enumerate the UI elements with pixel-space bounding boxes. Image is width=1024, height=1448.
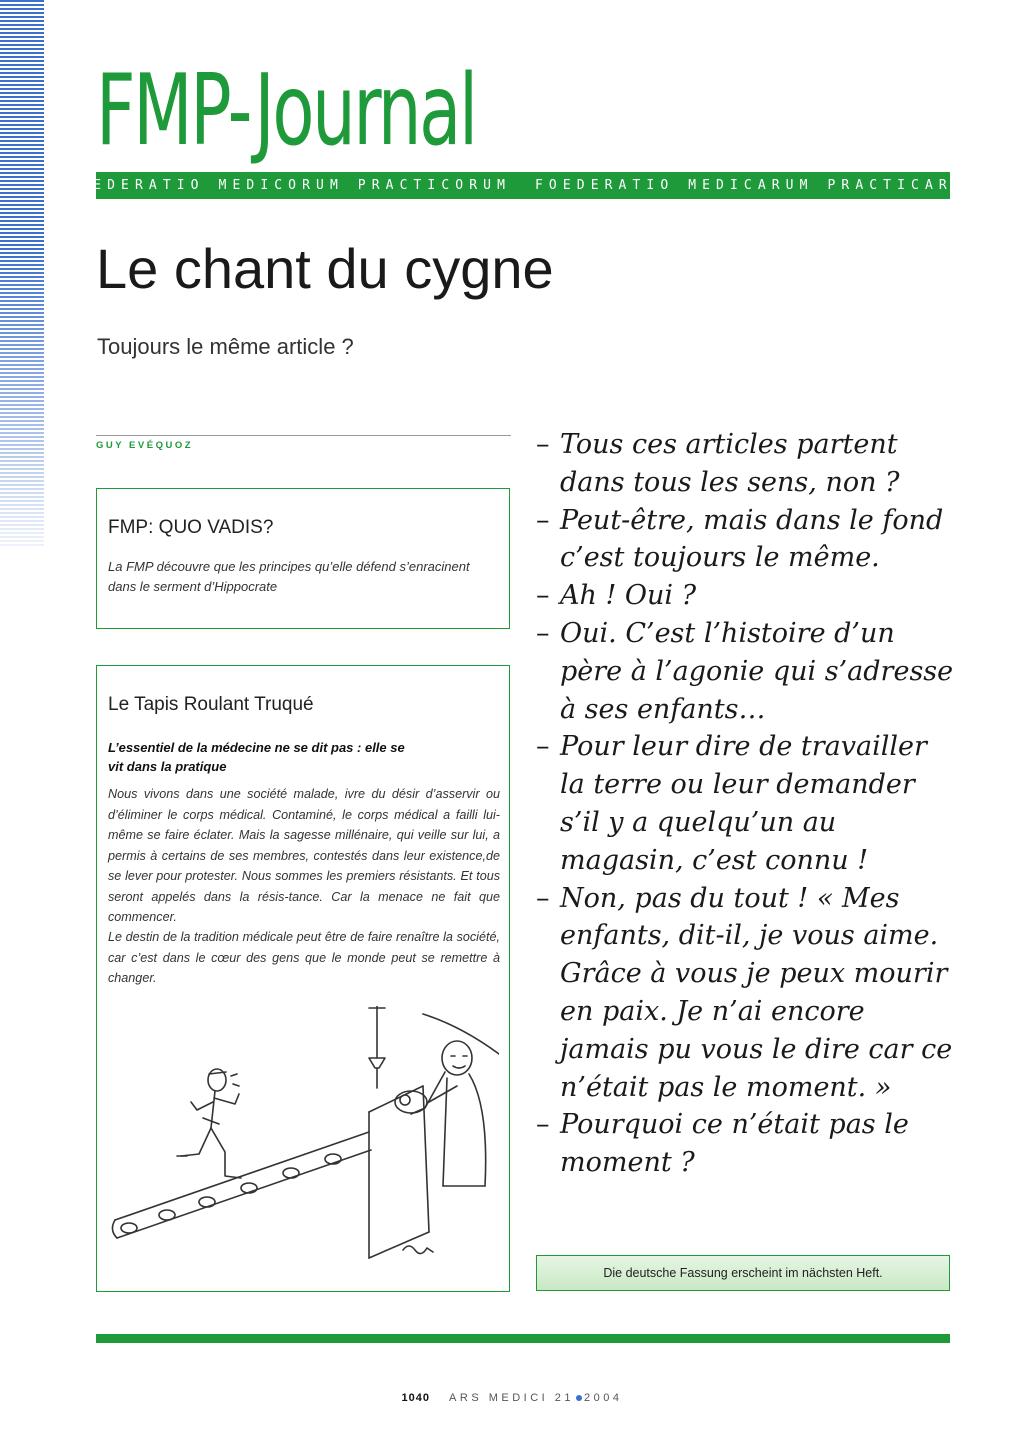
page-number: 1040 [401,1392,430,1404]
box-title: FMP: QUO VADIS? [108,517,274,538]
dialogue-line: – Ah ! Oui ? [536,577,956,615]
treadmill-sketch-icon [107,1006,499,1276]
publication-year: 2004 [584,1392,623,1404]
dialogue-line: – Pourquoi ce n’était pas le moment ? [536,1106,956,1182]
journal-banner [65,172,981,199]
dialogue-line: – Pour leur dire de travailler la terre ou leur demander s’il y a quelqu’un au magasin, c’est connu ! [536,728,956,879]
sidebar-box-quo-vadis [96,488,510,629]
banner-right-text: FOEDERATIO MEDICARUM PRACTICARUM [535,178,981,193]
dialogue-line: – Oui. C’est l’histoire d’un père à l’agonie qui s’adresse à ses enfants… [536,615,956,728]
dialogue-line: – Tous ces articles partent dans tous les sens, non ? [536,426,956,502]
box-title: Le Tapis Roulant Truqué [108,694,314,715]
box-paragraph: Le destin de la tradition médicale peut être de faire renaître la société, car c’est dans le cœur des gens que le monde peut se remettre à changer. [108,930,500,985]
journal-masthead: FMP-Journal [96,54,476,168]
dialogue-column [536,426,956,1182]
dialogue-line: – Non, pas du tout ! « Mes enfants, dit-il, je vous aime. Grâce à vous je peux mourir en paix. Je n’ai encore jamais pu vous le dire car ce n’était pas le moment. » [536,880,956,1107]
box-lead: L’essentiel de la médecine ne se dit pas : elle se vit dans la pratique [108,740,405,774]
translation-note: Die deutsche Fassung erscheint im nächsten Heft. [536,1255,950,1291]
article-title: Le chant du cygne [96,237,554,300]
footer-rule [96,1334,950,1343]
box-text: La FMP découvre que les principes qu’elle défend s’enracinent dans le serment d’Hippocrate [108,559,470,594]
publication-name: ARS MEDICI 21 [449,1392,575,1404]
banner-left-text: FOEDERATIO MEDICORUM PRACTICORUM [65,178,511,193]
author-divider [96,435,511,436]
footer-dot-icon [576,1395,582,1401]
dialogue-line: – Peut-être, mais dans le fond c’est toujours le même. [536,502,956,578]
sidebar-box-tapis-roulant [96,665,510,1292]
page-footer [0,1392,1024,1404]
side-stripe-fade [0,0,44,548]
article-author: GUY EVÉQUOZ [96,440,194,451]
article-subtitle: Toujours le même article ? [97,334,354,359]
box-paragraph: Nous vivons dans une société malade, ivre du désir d’asservir ou d’éliminer le corps médical. Contaminé, le corps médical a failli lui-même se faire éclater. Mais la sagesse millénaire, qui veille sur lui, a permis à certains de ses membres, contestés dans leur existence,de se lever pour protester. Nous sommes les premiers résistants. Et tous seront appelés dans la résis-tance. Car la menace ne fait que commencer. [108,787,500,924]
